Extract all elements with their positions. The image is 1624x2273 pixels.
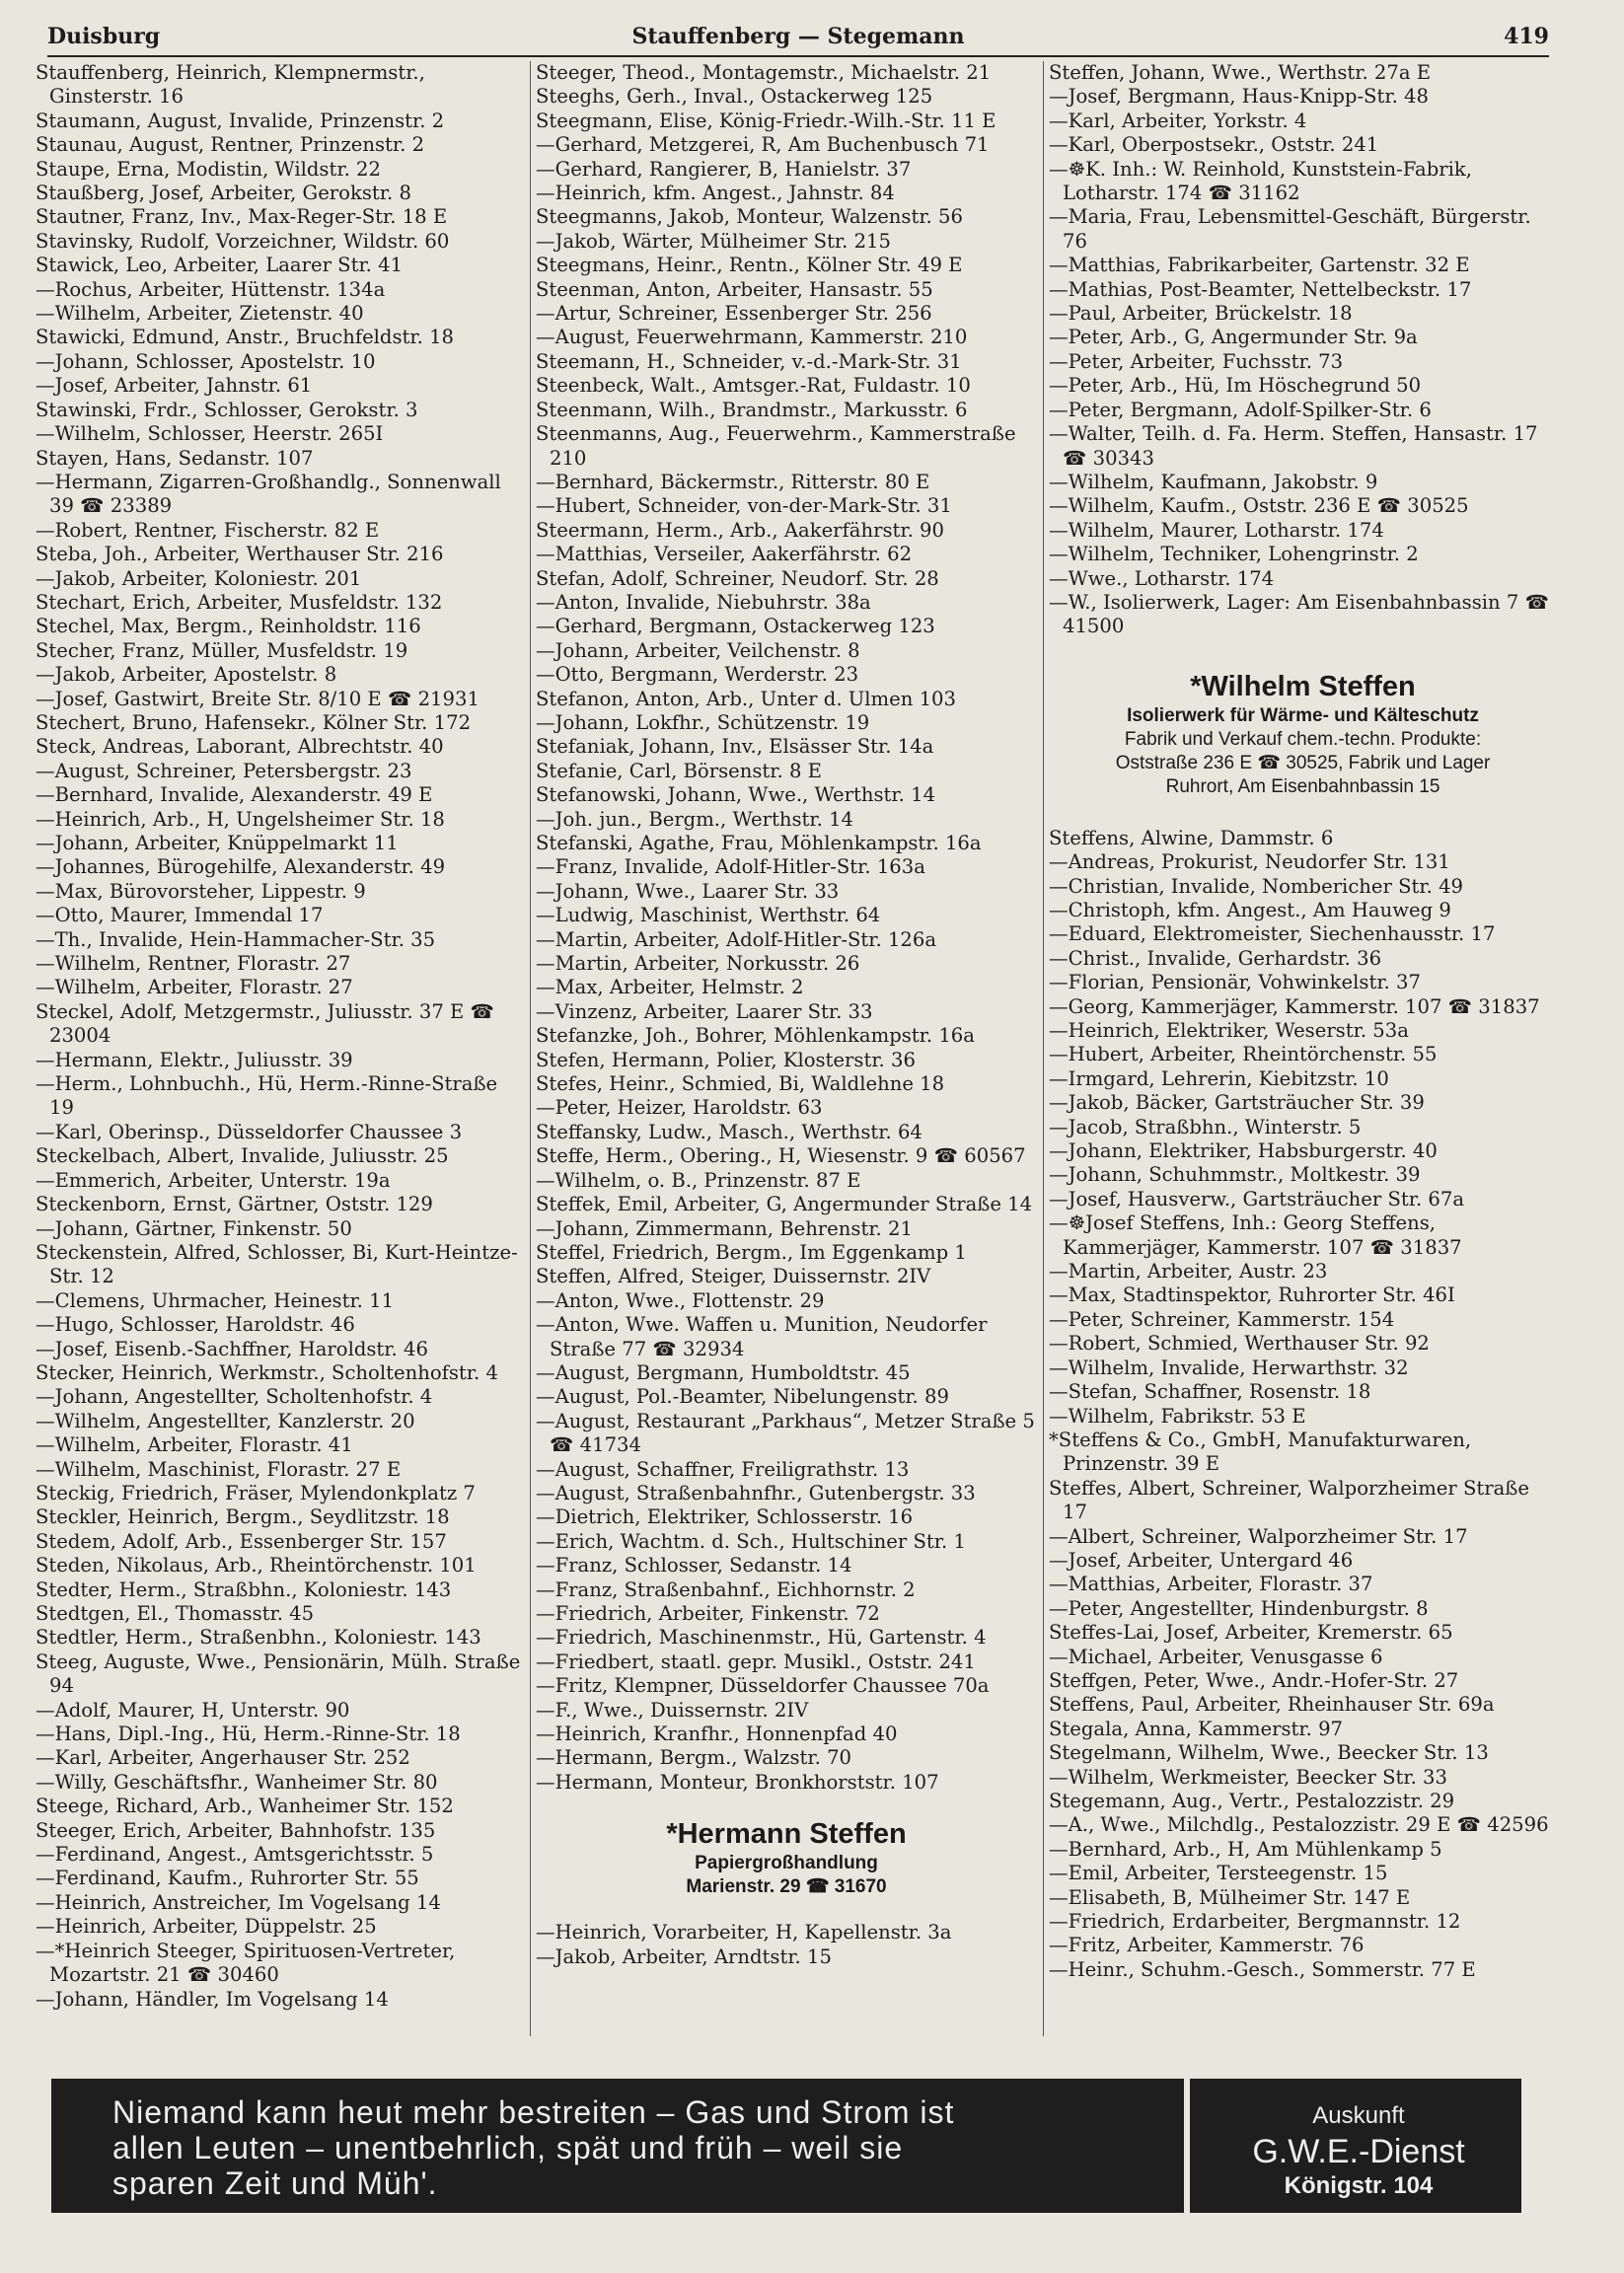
directory-entry: —Matthias, Verseiler, Aakerfährstr. 62 — [536, 543, 913, 566]
directory-entry: Stegemann, Aug., Vertr., Pestalozzistr. 29 — [1049, 1790, 1455, 1812]
directory-entry: —Johann, Elektriker, Habsburgerstr. 40 — [1049, 1139, 1438, 1163]
directory-entry: —Artur, Schreiner, Essenberger Str. 256 — [536, 302, 932, 326]
banner-slogan-line: Niemand kann heut mehr bestreiten – Gas und Strom ist — [112, 2094, 955, 2130]
directory-entry: Stawinski, Frdr., Schlosser, Gerokstr. 3 — [36, 398, 418, 421]
directory-entry: Stayen, Hans, Sedanstr. 107 — [36, 446, 314, 470]
directory-entry: Stedter, Herm., Straßbhn., Koloniestr. 143 — [36, 1577, 452, 1601]
directory-entry: —Wilhelm, Arbeiter, Florastr. 27 — [36, 976, 353, 999]
directory-entry: Stautner, Franz, Inv., Max-Reger-Str. 18 E — [36, 205, 448, 229]
header-city: Duisburg — [47, 24, 161, 49]
directory-entry: —Gerhard, Metzgerei, R, Am Buchenbusch 71 — [536, 133, 990, 157]
directory-entry: Stechel, Max, Bergm., Reinholdstr. 116 — [36, 615, 421, 638]
directory-entry: —Hermann, Elektr., Juliusstr. 39 — [36, 1048, 353, 1071]
directory-entry: —Max, Stadtinspektor, Ruhrorter Str. 46I — [1049, 1283, 1455, 1307]
directory-entry: —Anton, Invalide, Niebuhrstr. 38a — [536, 590, 871, 614]
directory-entry: —Christoph, kfm. Angest., Am Hauweg 9 — [1049, 898, 1451, 921]
directory-entry: —Johann, Schuhmmstr., Moltkestr. 39 — [1049, 1163, 1421, 1187]
directory-entry: —F., Wwe., Duissernstr. 2IV — [536, 1698, 809, 1722]
directory-entry: —Matthias, Fabrikarbeiter, Gartenstr. 32 E — [1049, 254, 1470, 277]
directory-entry: —Otto, Bergmann, Werderstr. 23 — [536, 663, 859, 687]
directory-entry: Steckel, Adolf, Metzgermstr., Juliusstr. 37 E ☎ 23004 — [36, 999, 494, 1048]
directory-entry: —Wilhelm, Techniker, Lohengrinstr. 2 — [1049, 543, 1419, 566]
directory-entry: —Wilhelm, Invalide, Herwarthstr. 32 — [1049, 1356, 1409, 1379]
directory-entry: Stecker, Heinrich, Werkmstr., Scholtenhofstr. 4 — [36, 1360, 498, 1384]
directory-entry: —Johann, Angestellter, Scholtenhofstr. 4 — [36, 1385, 433, 1409]
directory-entry: Steckelbach, Albert, Invalide, Juliusstr. 25 — [36, 1144, 449, 1168]
directory-entry: Steffansky, Ludw., Masch., Werthstr. 64 — [536, 1120, 923, 1143]
banner-info-service: G.W.E.-Dienst — [1252, 2133, 1465, 2170]
directory-entry: —Jacob, Straßbhn., Winterstr. 5 — [1049, 1115, 1362, 1138]
entry-list — [536, 61, 1037, 1795]
directory-entry: Steffens, Alwine, Dammstr. 6 — [1049, 826, 1334, 849]
directory-entry: —Peter, Schreiner, Kammerstr. 154 — [1049, 1307, 1395, 1331]
directory-entry: —Franz, Straßenbahnf., Eichhornstr. 2 — [536, 1577, 916, 1601]
directory-entry: Steffen, Alfred, Steiger, Duissernstr. 2IV — [536, 1265, 931, 1288]
footer-advertisement-banner — [51, 2079, 1521, 2213]
directory-entry: —Franz, Schlosser, Sedanstr. 14 — [536, 1554, 852, 1577]
directory-entry: Steenman, Anton, Arbeiter, Hansastr. 55 — [536, 277, 933, 301]
header-range: Stauffenberg — Stegemann — [631, 24, 965, 49]
directory-entry: Steckler, Heinrich, Bergm., Seydlitzstr. 18 — [36, 1505, 450, 1529]
directory-entry: —Robert, Schmied, Werthauser Str. 92 — [1049, 1332, 1430, 1356]
directory-entry: Stechert, Bruno, Hafensekr., Kölner Str. 172 — [36, 710, 472, 734]
directory-entry: —Christ., Invalide, Gerhardstr. 36 — [1049, 946, 1382, 970]
directory-entry: —Florian, Pensionär, Vohwinkelstr. 37 — [1049, 971, 1421, 994]
column-divider — [1043, 61, 1044, 2036]
advertisement-wilhelm-steffen — [1049, 669, 1557, 799]
directory-entry: —Johann, Arbeiter, Knüppelmarkt 11 — [36, 832, 399, 854]
directory-entry: —August, Schaffner, Freiligrathstr. 13 — [536, 1457, 910, 1481]
directory-entry: —Heinrich, Arbeiter, Düppelstr. 25 — [36, 1915, 377, 1939]
directory-entry: —August, Schreiner, Petersbergstr. 23 — [36, 759, 412, 782]
banner-slogan-line: sparen Zeit und Müh'. — [112, 2165, 438, 2201]
directory-entry: Steege, Richard, Arb., Wanheimer Str. 152 — [36, 1795, 454, 1818]
directory-entry: Steeger, Erich, Arbeiter, Bahnhofstr. 135 — [36, 1818, 436, 1842]
directory-entry: Steck, Andreas, Laborant, Albrechtstr. 40 — [36, 735, 444, 759]
directory-entry: —Jakob, Arbeiter, Apostelstr. 8 — [36, 663, 337, 687]
directory-entry: —Johann, Schlosser, Apostelstr. 10 — [36, 349, 376, 373]
directory-entry: —Wilhelm, Maurer, Lotharstr. 174 — [1049, 518, 1384, 542]
directory-entry: Steckenstein, Alfred, Schlosser, Bi, Kurt-Heintze-Str. 12 — [36, 1240, 518, 1288]
directory-entry: —Martin, Arbeiter, Norkusstr. 26 — [536, 952, 860, 976]
directory-entry: —Karl, Arbeiter, Yorkstr. 4 — [1049, 109, 1307, 132]
banner-info-label: Auskunft — [1312, 2102, 1405, 2129]
directory-entry: Steegmans, Heinr., Rentn., Kölner Str. 49 E — [536, 254, 963, 277]
banner-info — [1196, 2100, 1521, 2201]
directory-entry: —Heinr., Schuhm.-Gesch., Sommerstr. 77 E — [1049, 1957, 1476, 1981]
directory-entry: Steegmanns, Jakob, Monteur, Walzenstr. 56 — [536, 205, 963, 229]
directory-entry: —Josef, Arbeiter, Jahnstr. 61 — [36, 374, 313, 398]
directory-entry: —Willy, Geschäftsfhr., Wanheimer Str. 80 — [36, 1770, 438, 1794]
directory-entry: —Friedrich, Arbeiter, Finkenstr. 72 — [536, 1602, 880, 1625]
directory-entry: —Josef, Gastwirt, Breite Str. 8/10 E ☎ 21931 — [36, 687, 480, 710]
directory-entry: —Heinrich, Elektriker, Weserstr. 53a — [1049, 1019, 1409, 1042]
directory-entry: Stefen, Hermann, Polier, Klosterstr. 36 — [536, 1048, 916, 1071]
directory-entry: —A., Wwe., Milchdlg., Pestalozzistr. 29 E ☎ 42596 — [1049, 1813, 1549, 1837]
directory-entry: —Ferdinand, Angest., Amtsgerichtsstr. 5 — [36, 1843, 434, 1867]
directory-entry: —Wilhelm, Rentner, Florastr. 27 — [36, 952, 351, 976]
directory-entry: —Johann, Wwe., Laarer Str. 33 — [536, 879, 840, 903]
directory-entry: —Peter, Heizer, Haroldstr. 63 — [536, 1096, 823, 1120]
directory-entry: Staupe, Erna, Modistin, Wildstr. 22 — [36, 157, 381, 181]
directory-entry: —Peter, Bergmann, Adolf-Spilker-Str. 6 — [1049, 398, 1432, 421]
directory-entry: —Jakob, Wärter, Mülheimer Str. 215 — [536, 229, 891, 253]
directory-entry: —Heinrich, Kranfhr., Honnenpfad 40 — [536, 1723, 898, 1746]
directory-entry: —August, Straßenbahnfhr., Gutenbergstr. 33 — [536, 1481, 976, 1504]
directory-entry: —Ludwig, Maschinist, Werthstr. 64 — [536, 904, 881, 927]
directory-entry: Stedem, Adolf, Arb., Essenberger Str. 157 — [36, 1529, 447, 1553]
entry-list — [1049, 61, 1557, 639]
directory-entry: —☸Josef Steffens, Inh.: Georg Steffens, Kammerjäger, Kammerstr. 107 ☎ 31837 — [1049, 1211, 1462, 1259]
directory-entry: —Hermann, Bergm., Walzstr. 70 — [536, 1746, 852, 1770]
directory-entry: Steffen, Johann, Wwe., Werthstr. 27a E — [1049, 61, 1432, 84]
directory-entry: —Jakob, Arbeiter, Koloniestr. 201 — [36, 566, 362, 590]
directory-entry: —Joh. jun., Bergm., Werthstr. 14 — [536, 807, 854, 831]
directory-entry: —Peter, Arb., G, Angermunder Str. 9a — [1049, 326, 1418, 349]
directory-entry: —Adolf, Maurer, H, Unterstr. 90 — [36, 1698, 350, 1722]
directory-entry: —Hermann, Zigarren-Großhandlg., Sonnenwall 39 ☎ 23389 — [36, 470, 501, 518]
directory-entry: Steeg, Auguste, Wwe., Pensionärin, Mülh. Straße 94 — [36, 1650, 521, 1698]
directory-entry: —Christian, Invalide, Nombericher Str. 49 — [1049, 874, 1464, 898]
directory-column-3 — [1049, 61, 1557, 1982]
directory-entry: Steffgen, Peter, Wwe., Andr.-Hofer-Str. 27 — [1049, 1668, 1459, 1692]
directory-entry: Stedtgen, El., Thomasstr. 45 — [36, 1602, 315, 1625]
directory-entry: —Franz, Invalide, Adolf-Hitler-Str. 163a — [536, 855, 925, 879]
directory-entry: Stefan, Adolf, Schreiner, Neudorf. Str. 28 — [536, 566, 939, 590]
directory-entry: —Wilhelm, Werkmeister, Beecker Str. 33 — [1049, 1765, 1447, 1789]
directory-column-1 — [36, 61, 524, 2012]
directory-entry: —Peter, Arb., Hü, Im Höschegrund 50 — [1049, 374, 1422, 398]
directory-entry: —Otto, Maurer, Immendal 17 — [36, 904, 324, 927]
directory-entry: —Wilhelm, Maschinist, Florastr. 27 E — [36, 1457, 402, 1481]
directory-column-2 — [536, 61, 1037, 1969]
directory-entry: —Hugo, Schlosser, Haroldstr. 46 — [36, 1313, 355, 1337]
directory-entry: —Heinrich, Anstreicher, Im Vogelsang 14 — [36, 1890, 441, 1914]
directory-entry: Steden, Nikolaus, Arb., Rheintörchenstr. 101 — [36, 1554, 477, 1577]
directory-entry: —Maria, Frau, Lebensmittel-Geschäft, Bürgerstr. 76 — [1049, 205, 1531, 253]
directory-entry: —Fritz, Klempner, Düsseldorfer Chaussee 70a — [536, 1674, 990, 1698]
ad-line: Fabrik und Verkauf chem.-techn. Produkte: — [1124, 728, 1482, 750]
directory-entry: —Anton, Wwe., Flottenstr. 29 — [536, 1288, 825, 1312]
directory-entry: Stavinsky, Rudolf, Vorzeichner, Wildstr. 60 — [36, 229, 450, 253]
directory-entry: Stefanzke, Joh., Bohrer, Möhlenkampstr. 16a — [536, 1024, 975, 1048]
directory-entry: Steeghs, Gerh., Inval., Ostackerweg 125 — [536, 85, 933, 109]
directory-entry: —Wilhelm, Arbeiter, Zietenstr. 40 — [36, 302, 364, 326]
directory-entry: Stefaniak, Johann, Inv., Elsässer Str. 14a — [536, 735, 934, 759]
directory-entry: —Irmgard, Lehrerin, Kiebitzstr. 10 — [1049, 1066, 1389, 1090]
directory-entry: —Georg, Kammerjäger, Kammerstr. 107 ☎ 31837 — [1049, 994, 1540, 1018]
ad-title: *Hermann Steffen — [666, 1818, 907, 1851]
directory-entry: —Karl, Arbeiter, Angerhauser Str. 252 — [36, 1746, 410, 1770]
directory-entry: —Emmerich, Arbeiter, Unterstr. 19a — [36, 1168, 391, 1192]
directory-entry: —Max, Arbeiter, Helmstr. 2 — [536, 976, 804, 999]
directory-entry: Steffe, Herm., Obering., H, Wiesenstr. 9 ☎ 60567 — [536, 1144, 1026, 1168]
directory-entry: —August, Restaurant „Parkhaus“, Metzer Straße 5 ☎ 41734 — [536, 1409, 1035, 1457]
directory-entry: —August, Bergmann, Humboldtstr. 45 — [536, 1360, 911, 1384]
directory-entry: —Erich, Wachtm. d. Sch., Hultschiner Str. 1 — [536, 1529, 966, 1553]
directory-entry: Steffel, Friedrich, Bergm., Im Eggenkamp 1 — [536, 1240, 967, 1264]
directory-entry: —Johann, Zimmermann, Behrenstr. 21 — [536, 1216, 913, 1240]
directory-entry: —Heinrich, Vorarbeiter, H, Kapellenstr. 3a — [536, 1921, 952, 1944]
directory-entry: Stecher, Franz, Müller, Musfeldstr. 19 — [36, 638, 408, 662]
directory-entry: —Hermann, Monteur, Bronkhorststr. 107 — [536, 1770, 939, 1794]
directory-entry: Steckig, Friedrich, Fräser, Mylendonkplatz 7 — [36, 1481, 476, 1504]
directory-entry: —Dietrich, Elektriker, Schlosserstr. 16 — [536, 1505, 914, 1529]
directory-entry: —Friedrich, Maschinenmstr., Hü, Gartenstr. 4 — [536, 1626, 987, 1650]
directory-entry: —Fritz, Arbeiter, Kammerstr. 76 — [1049, 1934, 1365, 1957]
directory-entry: Steenmann, Wilh., Brandmstr., Markusstr. 6 — [536, 398, 968, 421]
directory-entry: —Josef, Arbeiter, Untergard 46 — [1049, 1548, 1354, 1572]
directory-entry: —W., Isolierwerk, Lager: Am Eisenbahnbassin 7 ☎ 41500 — [1049, 590, 1549, 638]
directory-entry: —Bernhard, Invalide, Alexanderstr. 49 E — [36, 783, 433, 807]
directory-entry: —Peter, Angestellter, Hindenburgstr. 8 — [1049, 1596, 1429, 1620]
directory-entry: Steffes, Albert, Schreiner, Walporzheimer Straße 17 — [1049, 1476, 1529, 1524]
directory-entry: Steffek, Emil, Arbeiter, G, Angermunder Straße 14 — [536, 1193, 1033, 1216]
directory-entry: Stawick, Leo, Arbeiter, Laarer Str. 41 — [36, 254, 404, 277]
directory-entry: —Jakob, Arbeiter, Arndtstr. 15 — [536, 1944, 832, 1968]
entry-list — [1049, 827, 1557, 1983]
directory-entry: Stefanowski, Johann, Wwe., Werthstr. 14 — [536, 783, 936, 807]
directory-entry: Stegelmann, Wilhelm, Wwe., Beecker Str. 13 — [1049, 1741, 1489, 1765]
directory-entry: Stefanon, Anton, Arb., Unter d. Ulmen 103 — [536, 687, 956, 710]
directory-entry: —Mathias, Post-Beamter, Nettelbeckstr. 17 — [1049, 277, 1472, 301]
directory-entry: —Robert, Rentner, Fischerstr. 82 E — [36, 518, 380, 542]
directory-entry: Stefes, Heinr., Schmied, Bi, Waldlehne 18 — [536, 1072, 945, 1096]
directory-entry: —Heinrich, kfm. Angest., Jahnstr. 84 — [536, 182, 895, 205]
directory-entry: —Jakob, Bäcker, Gartsträucher Str. 39 — [1049, 1091, 1425, 1115]
directory-entry: Stechart, Erich, Arbeiter, Musfeldstr. 132 — [36, 590, 443, 614]
directory-entry: —Wilhelm, Fabrikstr. 53 E — [1049, 1404, 1306, 1428]
directory-entry: —Eduard, Elektromeister, Siechenhausstr. 17 — [1049, 922, 1496, 946]
page-number: 419 — [1504, 24, 1549, 49]
directory-entry: Steffes-Lai, Josef, Arbeiter, Kremerstr. 65 — [1049, 1621, 1453, 1645]
entry-list — [536, 1921, 1037, 1969]
directory-entry: —Johann, Händler, Im Vogelsang 14 — [36, 1987, 389, 2011]
directory-entry: Steermann, Herm., Arb., Aakerfährstr. 90 — [536, 518, 944, 542]
directory-entry: —Th., Invalide, Hein-Hammacher-Str. 35 — [36, 927, 436, 951]
directory-entry: —August, Pol.-Beamter, Nibelungenstr. 89 — [536, 1385, 949, 1409]
directory-entry: —Hubert, Schneider, von-der-Mark-Str. 31 — [536, 494, 952, 518]
directory-entry: —Wilhelm, Arbeiter, Florastr. 41 — [36, 1433, 353, 1457]
directory-entry: —Herm., Lohnbuchh., Hü, Herm.-Rinne-Straße 19 — [36, 1072, 498, 1120]
directory-entry: —Johann, Gärtner, Finkenstr. 50 — [36, 1216, 352, 1240]
directory-entry: —Vinzenz, Arbeiter, Laarer Str. 33 — [536, 999, 873, 1023]
directory-entry: —Emil, Arbeiter, Tersteegenstr. 15 — [1049, 1862, 1388, 1885]
directory-entry: —Friedbert, staatl. gepr. Musikl., Oststr. 241 — [536, 1650, 976, 1673]
page-header — [47, 22, 1549, 57]
directory-entry: —Anton, Wwe. Waffen u. Munition, Neudorfer Straße 77 ☎ 32934 — [536, 1313, 988, 1360]
advertisement-hermann-steffen — [536, 1816, 1037, 1899]
directory-entry: —Johann, Lokfhr., Schützenstr. 19 — [536, 710, 870, 734]
directory-entry: —Martin, Arbeiter, Adolf-Hitler-Str. 126a — [536, 927, 937, 951]
directory-entry: Steegmann, Elise, König-Friedr.-Wilh.-Str. 11 E — [536, 109, 997, 132]
directory-entry: —Wilhelm, Kaufmann, Jakobstr. 9 — [1049, 470, 1378, 493]
directory-entry: —*Heinrich Steeger, Spirituosen-Vertreter, Mozartstr. 21 ☎ 30460 — [36, 1939, 456, 1987]
directory-entry: —Gerhard, Bergmann, Ostackerweg 123 — [536, 615, 935, 638]
directory-entry: —☸K. Inh.: W. Reinhold, Kunststein-Fabrik, Lotharstr. 174 ☎ 31162 — [1049, 157, 1473, 205]
directory-entry: Steba, Joh., Arbeiter, Werthauser Str. 216 — [36, 543, 444, 566]
directory-entry: —Albert, Schreiner, Walporzheimer Str. 17 — [1049, 1524, 1468, 1548]
directory-entry: *Steffens & Co., GmbH, Manufakturwaren, Prinzenstr. 39 E — [1049, 1428, 1472, 1476]
directory-entry: —Ferdinand, Kaufm., Ruhrorter Str. 55 — [36, 1867, 419, 1890]
directory-entry: —Bernhard, Arb., H, Am Mühlenkamp 5 — [1049, 1837, 1442, 1861]
directory-entry: —Wilhelm, Kaufm., Oststr. 236 E ☎ 30525 — [1049, 494, 1469, 518]
directory-entry: Staußberg, Josef, Arbeiter, Gerokstr. 8 — [36, 182, 411, 205]
directory-entry: Stegala, Anna, Kammerstr. 97 — [1049, 1717, 1344, 1740]
directory-entry: —Wilhelm, o. B., Prinzenstr. 87 E — [536, 1168, 861, 1192]
directory-entry: Stefanski, Agathe, Frau, Möhlenkampstr. 16a — [536, 832, 982, 854]
ad-line: Marienstr. 29 ☎ 31670 — [686, 1876, 887, 1898]
directory-entry: —Johann, Arbeiter, Veilchenstr. 8 — [536, 638, 860, 662]
directory-entry: —Rochus, Arbeiter, Hüttenstr. 134a — [36, 277, 386, 301]
directory-entry: Steeger, Theod., Montagemstr., Michaelstr. 21 — [536, 61, 992, 84]
directory-entry: Steenbeck, Walt., Amtsger.-Rat, Fuldastr. 10 — [536, 374, 971, 398]
directory-entry: —Josef, Hausverw., Gartsträucher Str. 67a — [1049, 1187, 1465, 1210]
directory-entry: Staunau, August, Rentner, Prinzenstr. 2 — [36, 133, 425, 157]
directory-entry: —Josef, Eisenb.-Sachffner, Haroldstr. 46 — [36, 1337, 428, 1360]
directory-entry: Steemann, H., Schneider, v.-d.-Mark-Str. 31 — [536, 349, 962, 373]
ad-line: Oststraße 236 E ☎ 30525, Fabrik und Lager — [1115, 752, 1491, 773]
ad-line: Ruhrort, Am Eisenbahnbassin 15 — [1165, 775, 1440, 797]
ad-line: Isolierwerk für Wärme- und Kälteschutz — [1127, 704, 1479, 726]
directory-entry: —Martin, Arbeiter, Austr. 23 — [1049, 1260, 1328, 1283]
directory-entry: —Wwe., Lotharstr. 174 — [1049, 566, 1275, 590]
banner-slogan-line: allen Leuten – unentbehrlich, spät und früh – weil sie — [112, 2130, 904, 2165]
directory-entry: —Hans, Dipl.-Ing., Hü, Herm.-Rinne-Str. 18 — [36, 1723, 461, 1746]
directory-entry: —Michael, Arbeiter, Venusgasse 6 — [1049, 1645, 1383, 1668]
directory-entry: —August, Feuerwehrmann, Kammerstr. 210 — [536, 326, 968, 349]
directory-entry: —Josef, Bergmann, Haus-Knipp-Str. 48 — [1049, 85, 1429, 109]
directory-entry: —Hubert, Arbeiter, Rheintörchenstr. 55 — [1049, 1043, 1438, 1066]
banner-divider — [1184, 2079, 1190, 2213]
ad-title: *Wilhelm Steffen — [1190, 670, 1416, 702]
directory-entry: Steenmanns, Aug., Feuerwehrm., Kammerstraße 210 — [536, 422, 1016, 470]
directory-entry: —Johannes, Bürogehilfe, Alexanderstr. 49 — [36, 855, 446, 879]
directory-entry: —Stefan, Schaffner, Rosenstr. 18 — [1049, 1380, 1371, 1404]
directory-entry: —Bernhard, Bäckermstr., Ritterstr. 80 E — [536, 470, 930, 493]
column-divider — [530, 61, 531, 2036]
directory-entry: —Heinrich, Arb., H, Ungelsheimer Str. 18 — [36, 807, 445, 831]
directory-entry: Steffens, Paul, Arbeiter, Rheinhauser Str. 69a — [1049, 1693, 1495, 1717]
directory-entry: —Wilhelm, Angestellter, Kanzlerstr. 20 — [36, 1409, 415, 1432]
directory-entry: —Paul, Arbeiter, Brückelstr. 18 — [1049, 302, 1353, 326]
directory-entry: —Andreas, Prokurist, Neudorfer Str. 131 — [1049, 850, 1450, 874]
directory-entry: —Matthias, Arbeiter, Florastr. 37 — [1049, 1573, 1373, 1596]
directory-entry: —Max, Bürovorsteher, Lippestr. 9 — [36, 879, 366, 903]
directory-entry: —Walter, Teilh. d. Fa. Herm. Steffen, Hansastr. 17 ☎ 30343 — [1049, 422, 1538, 470]
directory-entry: Stefanie, Carl, Börsenstr. 8 E — [536, 759, 822, 782]
directory-entry: Steckenborn, Ernst, Gärtner, Oststr. 129 — [36, 1193, 433, 1216]
directory-entry: —Wilhelm, Schlosser, Heerstr. 265I — [36, 422, 384, 446]
banner-info-address: Königstr. 104 — [1284, 2172, 1434, 2199]
directory-entry: Stauffenberg, Heinrich, Klempnermstr., Ginsterstr. 16 — [36, 61, 425, 109]
directory-entry: —Gerhard, Rangierer, B, Hanielstr. 37 — [536, 157, 912, 181]
directory-entry: Stawicki, Edmund, Anstr., Bruchfeldstr. 18 — [36, 326, 455, 349]
directory-entry: —Peter, Arbeiter, Fuchsstr. 73 — [1049, 349, 1344, 373]
directory-entry: —Friedrich, Erdarbeiter, Bergmannstr. 12 — [1049, 1910, 1461, 1934]
directory-entry: —Karl, Oberinsp., Düsseldorfer Chaussee 3 — [36, 1120, 463, 1143]
banner-slogan — [112, 2094, 1178, 2201]
directory-entry: —Clemens, Uhrmacher, Heinestr. 11 — [36, 1288, 395, 1312]
ad-line: Papiergroßhandlung — [695, 1853, 878, 1874]
directory-entry: Staumann, August, Invalide, Prinzenstr. 2 — [36, 109, 445, 132]
directory-entry: —Elisabeth, B, Mülheimer Str. 147 E — [1049, 1885, 1411, 1909]
directory-entry: —Karl, Oberpostsekr., Oststr. 241 — [1049, 133, 1379, 157]
directory-entry: Stedtler, Herm., Straßenbhn., Koloniestr. 143 — [36, 1626, 481, 1650]
